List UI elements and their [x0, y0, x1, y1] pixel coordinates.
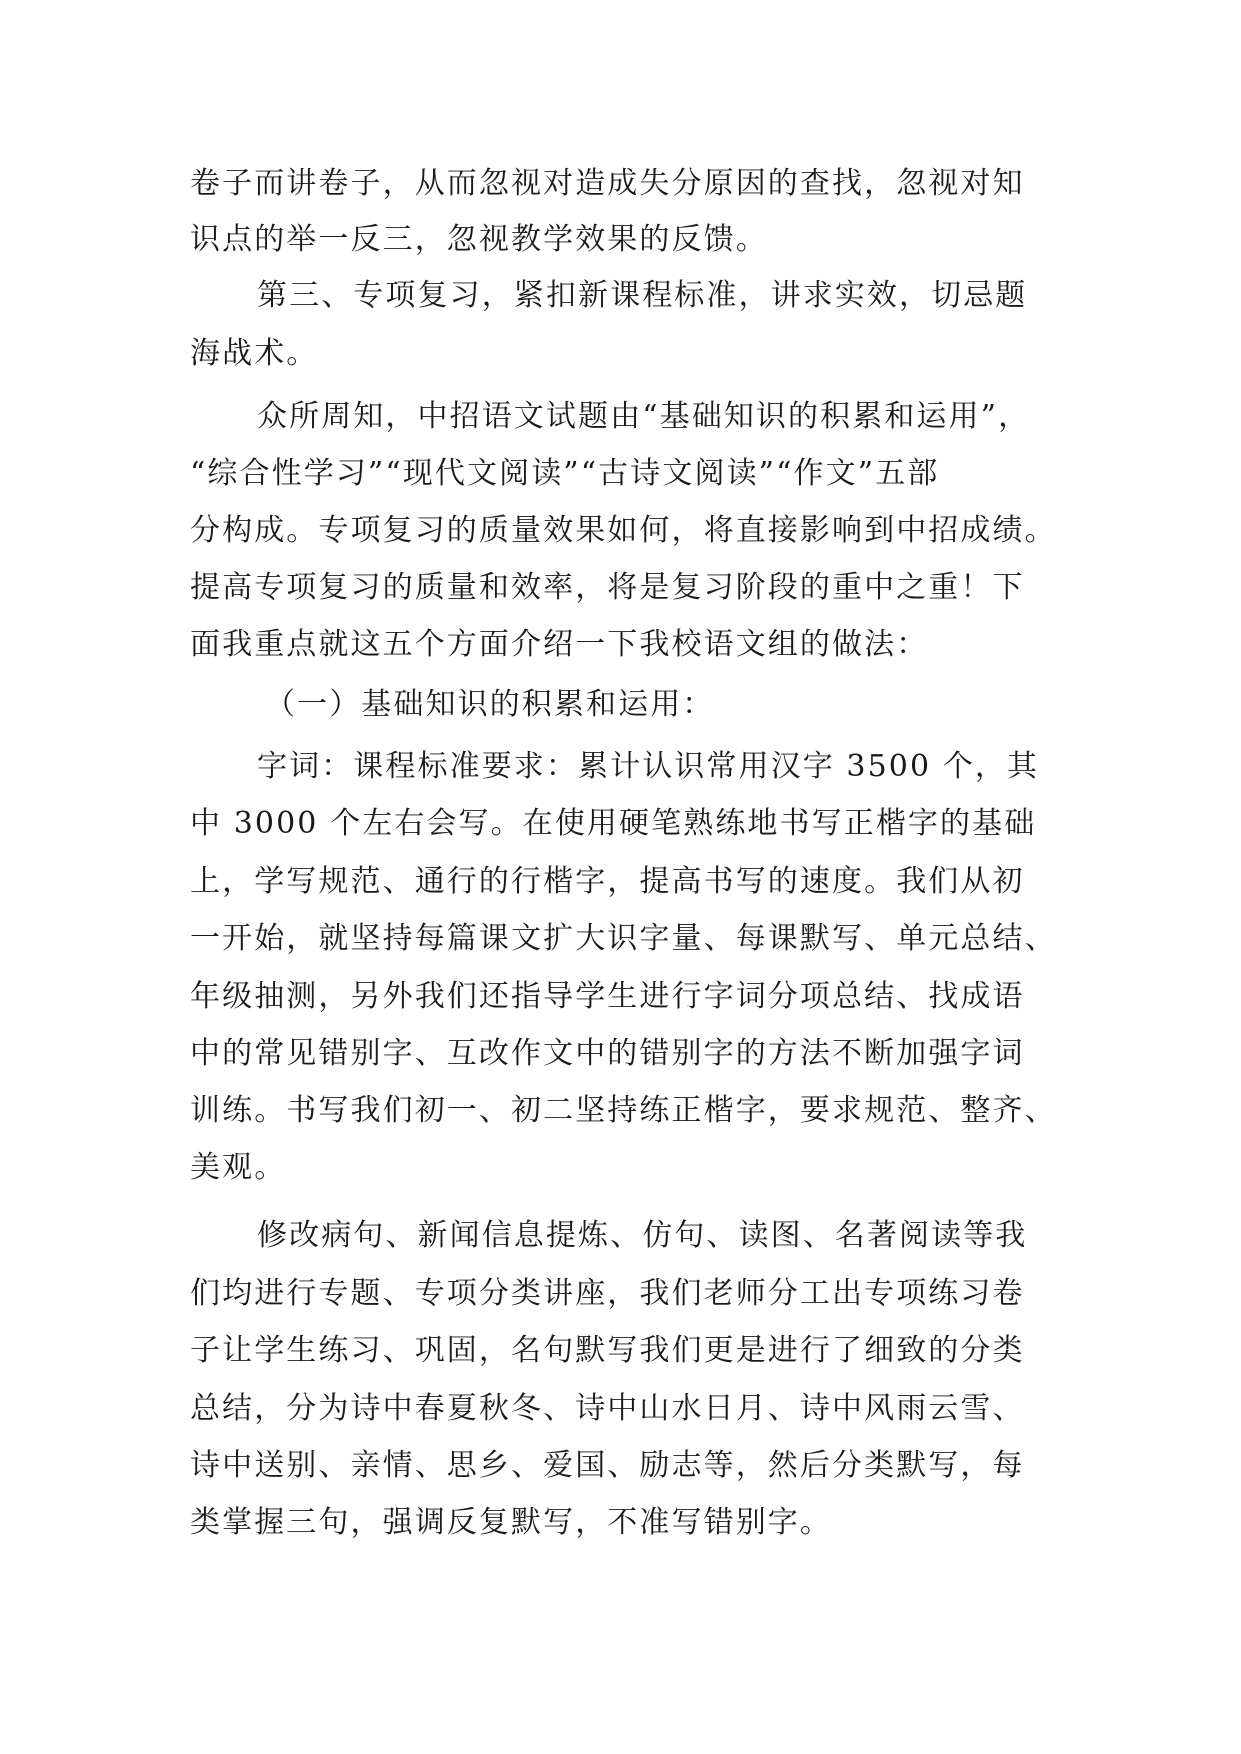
text-line: 们均进行专题、专项分类讲座，我们老师分工出专项练习卷: [190, 1276, 1025, 1311]
text-line: 中的常见错别字、互改作文中的错别字的方法不断加强字词: [190, 1036, 1025, 1071]
text-line: 众所周知，中招语文试题由“基础知识的积累和运用”，: [257, 399, 1031, 434]
text-line: 训练。书写我们初一、初二坚持练正楷字，要求规范、整齐、: [190, 1093, 1057, 1128]
text-line: 中 3000 个左右会写。在使用硬笔熟练地书写正楷字的基础: [190, 806, 1037, 841]
text-line: 修改病句、新闻信息提炼、仿句、读图、名著阅读等我: [257, 1218, 1028, 1253]
text-line: 年级抽测，另外我们还指导学生进行字词分项总结、找成语: [190, 979, 1025, 1014]
text-line: 子让学生练习、巩固，名句默写我们更是进行了细致的分类: [190, 1333, 1025, 1368]
text-line: 一开始，就坚持每篇课文扩大识字量、每课默写、单元总结、: [190, 921, 1057, 956]
text-line: 上，学写规范、通行的行楷字，提高书写的速度。我们从初: [190, 864, 1025, 899]
text-line: 卷子而讲卷子，从而忽视对造成失分原因的查找，忽视对知: [190, 166, 1025, 201]
text-line: 第三、专项复习，紧扣新课程标准，讲求实效，切忌题: [257, 278, 1028, 313]
text-line: 面我重点就这五个方面介绍一下我校语文组的做法：: [190, 627, 929, 662]
text-line: 海战术。: [190, 336, 319, 371]
section-heading: （一）基础知识的积累和运用：: [265, 687, 715, 722]
text-line: 类掌握三句，强调反复默写，不准写错别字。: [190, 1505, 832, 1540]
text-line: 诗中送别、亲情、思乡、爱国、励志等，然后分类默写，每: [190, 1448, 1025, 1483]
text-line: 提高专项复习的质量和效率，将是复习阶段的重中之重！下: [190, 570, 1025, 605]
text-line: 字词：课程标准要求：累计认识常用汉字 3500 个，其: [257, 749, 1040, 784]
text-line: 识点的举一反三，忽视教学效果的反馈。: [190, 222, 768, 257]
text-line: “综合性学习”“现代文阅读”“古诗文阅读”“作文”五部: [190, 456, 940, 491]
text-line: 分构成。专项复习的质量效果如何，将直接影响到中招成绩。: [190, 513, 1057, 548]
text-line: 总结，分为诗中春夏秋冬、诗中山水日月、诗中风雨云雪、: [190, 1391, 1025, 1426]
text-line: 美观。: [190, 1150, 287, 1185]
